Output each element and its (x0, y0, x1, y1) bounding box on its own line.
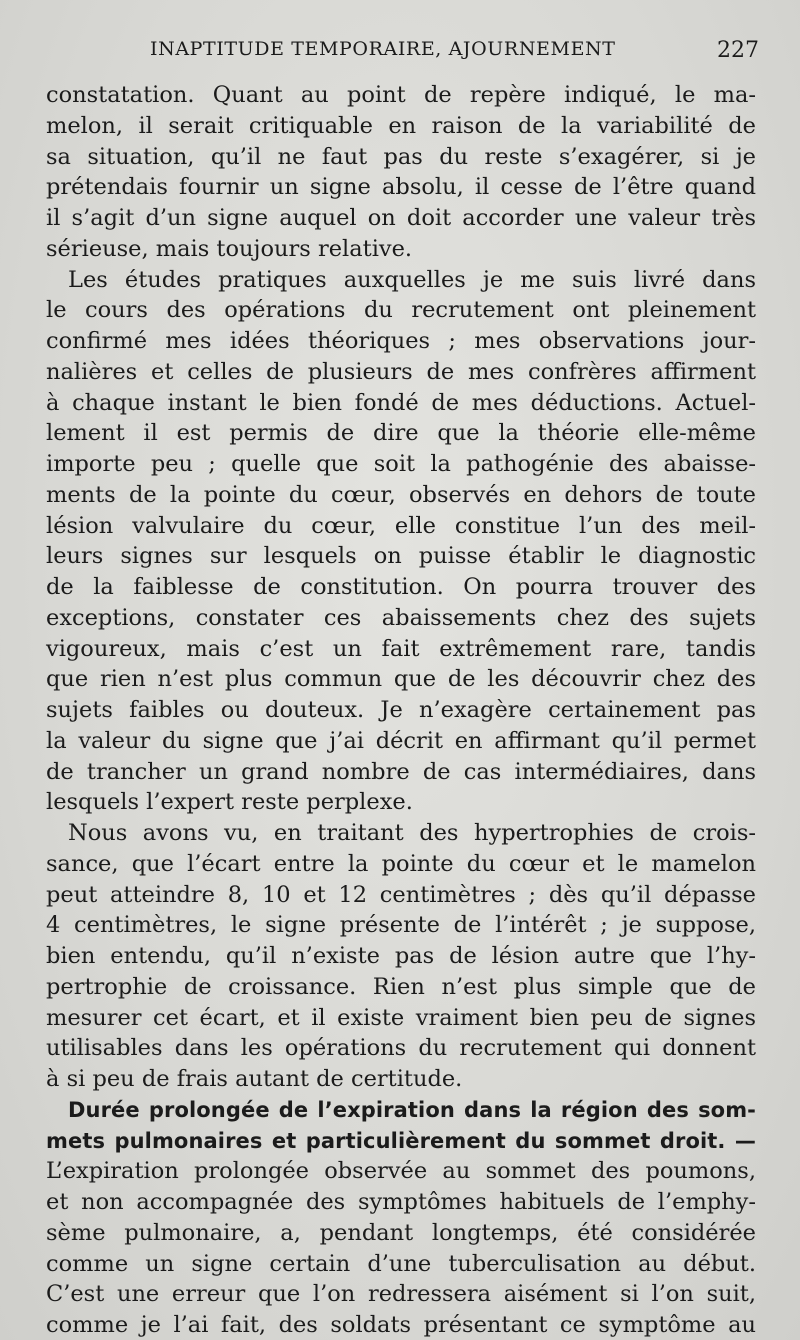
text-line: importe peu ; quelle que soit la pathogénie des abaisse- (46, 451, 756, 477)
paragraph-start-line: Nous avons vu, en traitant des hypertrophies de crois- (68, 820, 756, 846)
text-line: sance, que l’écart entre la pointe du cœur et le mamelon (46, 850, 756, 877)
text-line: constatation. Quant au point de repère indiqué, le ma- (46, 82, 756, 108)
text-line: et non accompagnée des symptômes habituels de l’emphy- (46, 1189, 756, 1215)
text-line: la valeur du signe que j’ai décrit en affirmant qu’il permet (46, 727, 756, 754)
text-line: exceptions, constater ces abaissements chez des sujets (46, 604, 756, 631)
text-line: à si peu de frais autant de certitude. (46, 1066, 463, 1092)
text-line: sème pulmonaire, a, pendant longtemps, été considérée (46, 1219, 756, 1246)
text-line: il s’agit d’un signe auquel on doit accorder une valeur très (46, 205, 756, 231)
text-line: de la faiblesse de constitution. On pourra trouver des (46, 574, 756, 600)
text-line: ments de la pointe du cœur, observés en dehors de toute (46, 481, 756, 508)
text-line: sa situation, qu’il ne faut pas du reste s’exagérer, si je (46, 143, 756, 170)
text-line: vigoureux, mais c’est un fait extrêmement rare, tandis (46, 635, 756, 662)
text-line: comme un signe certain d’une tuberculisation au début. (46, 1250, 756, 1277)
text-line: comme je l’ai fait, des soldats présentant ce symptôme au (46, 1312, 756, 1338)
text-line: sujets faibles ou douteux. Je n’exagère certainement pas (46, 697, 756, 723)
text-line: pertrophie de croissance. Rien n’est plus simple que de (46, 973, 756, 1000)
text-line: utilisables dans les opérations du recrutement qui donnent (46, 1035, 756, 1062)
text-line: 4 centimètres, le signe présente de l’intérêt ; je suppose, (46, 912, 756, 939)
text-line: confirmé mes idées théoriques ; mes observations jour- (46, 328, 756, 354)
running-title: INAPTITUDE TEMPORAIRE, AJOURNEMENT (150, 38, 616, 60)
text-line: leurs signes sur lesquels on puisse établir le diagnostic (46, 543, 756, 570)
text-line: nalières et celles de plusieurs de mes confrères affirment (46, 358, 756, 385)
text-line: à chaque instant le bien fondé de mes déductions. Actuel- (46, 389, 756, 416)
text-line: le cours des opérations du recrutement ont pleinement (46, 297, 756, 324)
text-line: prétendais fournir un signe absolu, il cesse de l’être quand (46, 174, 756, 201)
text-line: melon, il serait critiquable en raison de la variabilité de (46, 112, 756, 139)
text-line: sérieuse, mais toujours relative. (46, 235, 413, 262)
text-line: lement il est permis de dire que la théorie elle-même (46, 420, 756, 447)
section-heading-line: Durée prolongée de l’expiration dans la région des som- (68, 1097, 756, 1122)
paragraph-start-line: Les études pratiques auxquelles je me suis livré dans (68, 266, 756, 293)
text-line: peut atteindre 8, 10 et 12 centimètres ; dès qu’il dépasse (46, 881, 756, 908)
text-line: mesurer cet écart, et il existe vraiment bien peu de signes (46, 1004, 756, 1031)
body-text (46, 80, 756, 1340)
text-line: lesquels l’expert reste perplexe. (46, 789, 413, 816)
page-number: 227 (717, 38, 759, 63)
text-line: C’est une erreur que l’on redressera aisément si l’on suit, (46, 1281, 756, 1308)
section-heading-line: mets pulmonaires et particulièrement du sommet droit. — (46, 1128, 756, 1153)
text-line: lésion valvulaire du cœur, elle constitue l’un des meil- (46, 512, 756, 539)
text-line: de trancher un grand nombre de cas intermédiaires, dans (46, 758, 756, 785)
text-line: bien entendu, qu’il n’existe pas de lésion autre que l’hy- (46, 943, 756, 969)
text-line: L’expiration prolongée observée au sommet des poumons, (46, 1158, 756, 1185)
text-line: que rien n’est plus commun que de les découvrir chez des (46, 666, 756, 693)
